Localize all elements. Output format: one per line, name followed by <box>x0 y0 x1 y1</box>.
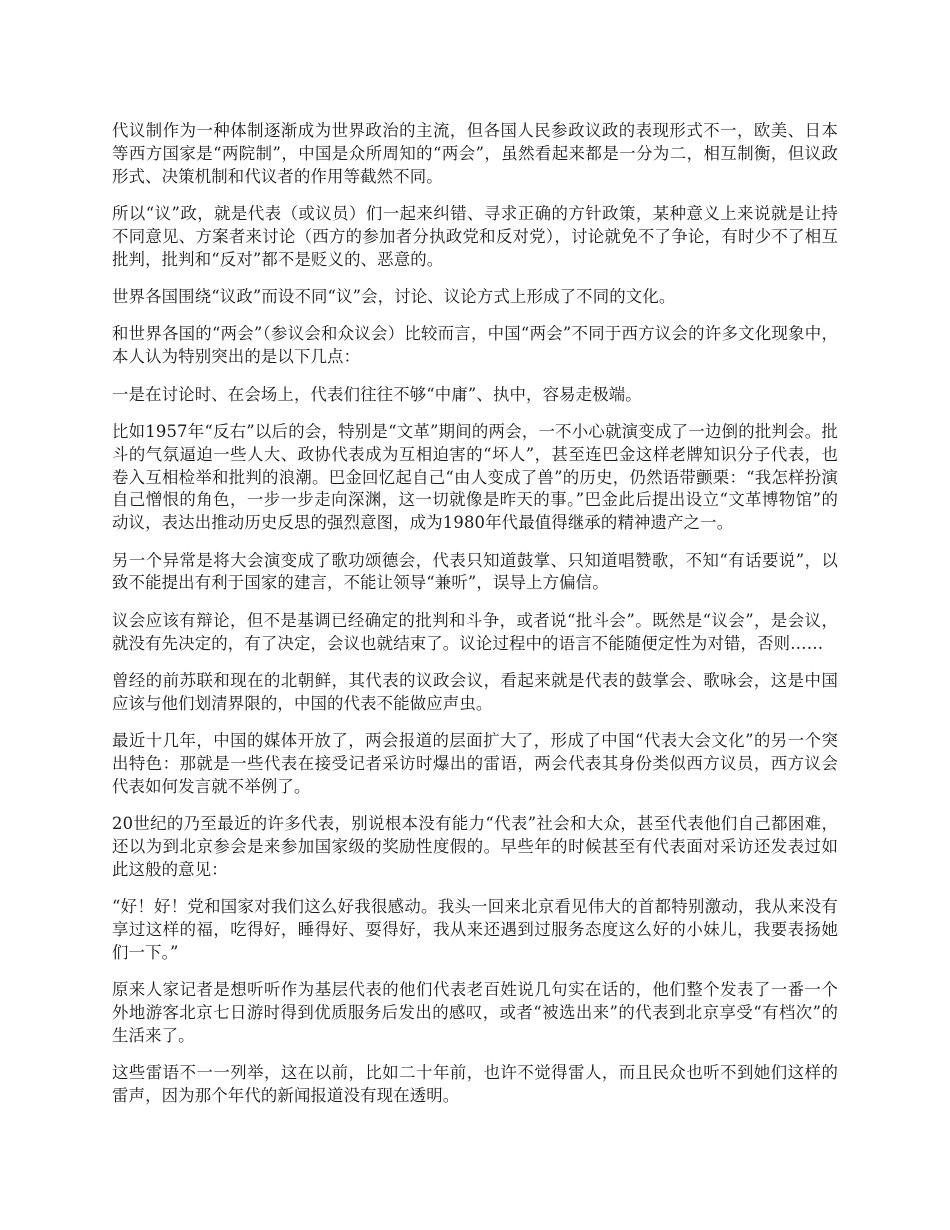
paragraph-1: 代议制作为一种体制逐渐成为世界政治的主流，但各国人民参政议政的表现形式不一，欧美、日本等西方国家是“两院制”，中国是众所周知的“两会”，虽然看起来都是一分为二，相互制衡，但议政形式、决策机制和代议者的作用等截然不同。 <box>112 121 838 186</box>
paragraph-3: 世界各国围绕“议政”而设不同“议”会，讨论、议论方式上形成了不同的文化。 <box>112 286 676 306</box>
paragraph-9: 曾经的前苏联和现在的北朝鲜，其代表的议政会议，看起来就是代表的鼓掌会、歌咏会，这是中国应该与他们划清界限的，中国的代表不能做应声虫。 <box>112 670 838 713</box>
paragraph-13: 原来人家记者是想听听作为基层代表的他们代表老百姓说几句实在话的，他们整个发表了一番一个外地游客北京七日游时得到优质服务后发出的感叹，或者“被选出来”的代表到北京享受“有档次”的生活来了。 <box>112 980 838 1045</box>
paragraph-14: 这些雷语不一一列举，这在以前，比如二十年前，也许不觉得雷人，而且民众也听不到她们这样的雷声，因为那个年代的新闻报道没有现在透明。 <box>112 1063 838 1105</box>
paragraph-8: 议会应该有辩论，但不是基调已经确定的批判和斗争，或者说“批斗会”。既然是“议会”，是会议，就没有先决定的，有了决定，会议也就结束了。议论过程中的语言不能随便定性为对错，否则…… <box>112 610 838 653</box>
paragraph-4: 和世界各国的“两会”（参议会和众议会）比较而言，中国“两会”不同于西方议会的许多文化现象中，本人认为特别突出的是以下几点： <box>112 324 838 367</box>
paragraph-11: 20世纪的乃至最近的许多代表，别说根本没有能力“代表”社会和大众，甚至代表他们自己都困难，还以为到北京参会是来参加国家级的奖励性度假的。早些年的时候甚至有代表面对采访还发表过如此这般的意见： <box>112 814 838 879</box>
paragraph-12-quote: “好！好！党和国家对我们这么好我很感动。我头一回来北京看见伟大的首都特别激动，我从来没有享过这样的福，吃得好，睡得好、耍得好，我从来还遇到过服务态度这么好的小妹儿，我要表扬她们一下。” <box>112 897 838 962</box>
paragraph-6: 比如1957年“反右”以后的会，特别是“文革”期间的两会，一不小心就演变成了一边倒的批判会。批斗的气氛逼迫一些人大、政协代表成为互相迫害的“坏人”，甚至连巴金这样老牌知识分子代表，也卷入互相检举和批判的浪潮。巴金回忆起自己“由人变成了兽”的历史，仍然语带颤栗：“我怎样扮演自己憎恨的角色，一步一步走向深渊，这一切就像是昨天的事。”巴金此后提出设立“文革博物馆”的动议，表达出推动历史反思的强烈意图，成为1980年代最值得继承的精神遗产之一。 <box>112 421 838 533</box>
paragraph-2: 所以“议”政，就是代表（或议员）们一起来纠错、寻求正确的方针政策，某种意义上来说就是让持不同意见、方案者来讨论（西方的参加者分执政党和反对党），讨论就免不了争论，有时少不了相互批判，批判和“反对”都不是贬义的、恶意的。 <box>112 203 838 269</box>
paragraph-7: 另一个异常是将大会演变成了歌功颂德会，代表只知道鼓掌、只知道唱赞歌，不知“有话要说”，以致不能提出有利于国家的建言，不能让领导“兼听”，误导上方偏信。 <box>112 550 838 593</box>
article-body <box>112 120 838 1122</box>
paragraph-10: 最近十几年，中国的媒体开放了，两会报道的层面扩大了，形成了中国“代表大会文化”的另一个突出特色：那就是一些代表在接受记者采访时爆出的雷语，两会代表其身份类似西方议员，西方议会代表如何发言就不举例了。 <box>112 731 838 796</box>
paragraph-5: 一是在讨论时、在会场上，代表们往往不够“中庸”、执中，容易走极端。 <box>112 384 642 404</box>
